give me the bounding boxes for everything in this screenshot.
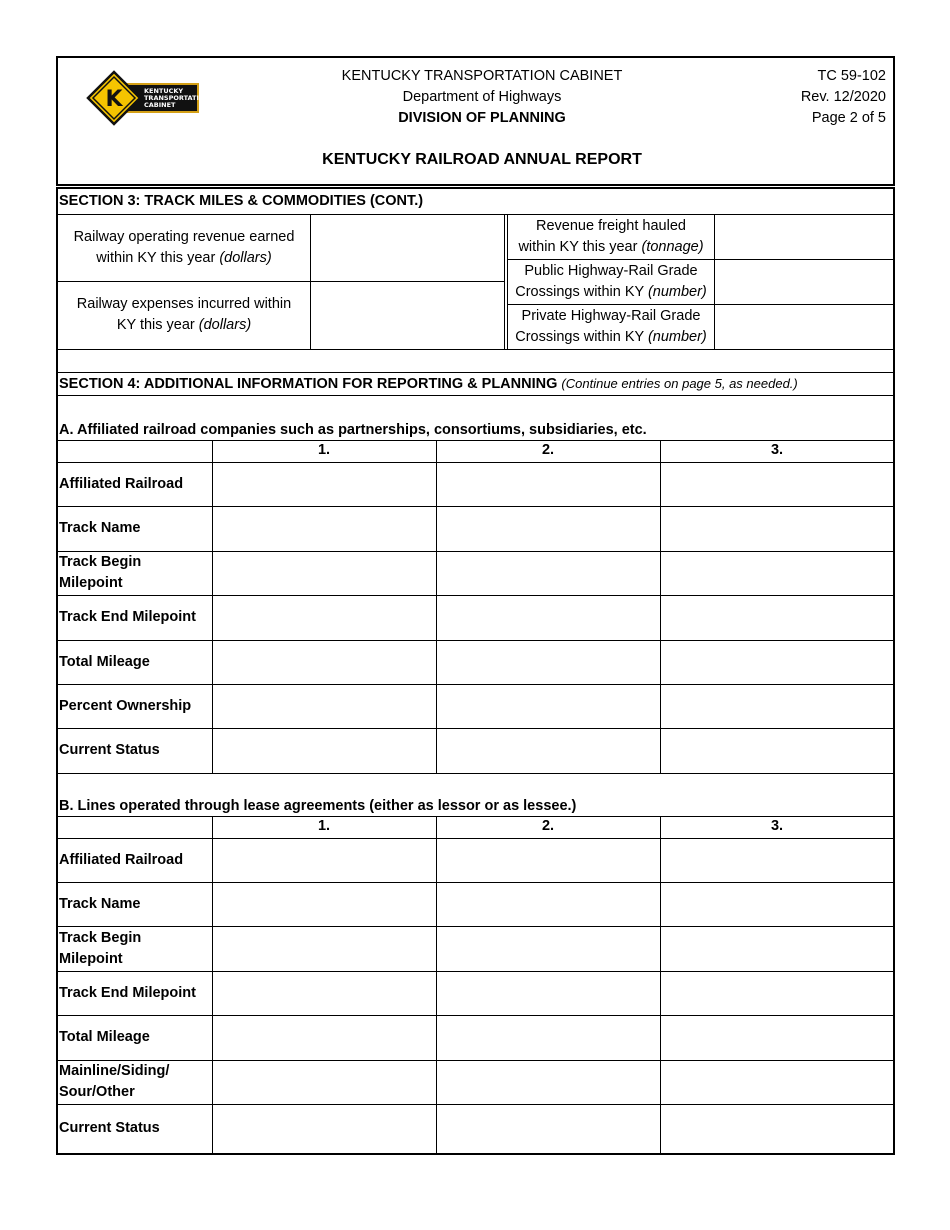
expenses-field[interactable] <box>311 282 503 349</box>
row-label-line: Affiliated Railroad <box>59 475 184 492</box>
row-label <box>59 518 209 539</box>
division-name: DIVISION OF PLANNING <box>398 110 566 126</box>
entry-cell[interactable] <box>661 641 893 683</box>
row-label <box>59 607 209 628</box>
revenue-label-line2: within KY this year (dollars) <box>96 250 272 266</box>
entry-cell[interactable] <box>661 1061 893 1103</box>
part-b-table <box>57 816 894 1153</box>
divider <box>57 395 894 396</box>
row-label <box>59 696 209 717</box>
kentucky-k-sign-icon <box>86 70 210 126</box>
column-header-2: 2. <box>541 818 555 834</box>
row-label-line: Track Begin <box>59 554 142 570</box>
private-crossings-label-line1: Private Highway-Rail Grade <box>521 308 701 324</box>
public-crossings-field[interactable] <box>715 260 893 304</box>
entry-cell[interactable] <box>661 1016 893 1059</box>
entry-cell[interactable] <box>437 883 659 925</box>
entry-cell[interactable] <box>437 641 659 683</box>
entry-cell[interactable] <box>213 641 435 683</box>
entry-cell[interactable] <box>213 883 435 925</box>
row-label-line: Track Name <box>59 895 141 912</box>
entry-cell[interactable] <box>437 552 659 594</box>
row-label-line: Milepoint <box>59 950 123 967</box>
part-b-title: B. Lines operated through lease agreements (either as lessor or as lessee.) <box>59 798 577 814</box>
revenue-label <box>58 227 310 269</box>
row-label-line: Affiliated Railroad <box>59 851 184 868</box>
entry-cell[interactable] <box>661 883 893 925</box>
divider <box>57 349 894 350</box>
entry-cell[interactable] <box>437 463 659 505</box>
entry-cell[interactable] <box>437 507 659 550</box>
row-label <box>59 1027 209 1048</box>
column-header-1: 1. <box>317 818 331 834</box>
entry-cell[interactable] <box>437 839 659 881</box>
public-crossings-label <box>508 261 714 303</box>
freight-label-line1: Revenue freight hauled <box>536 218 686 234</box>
row-label <box>59 474 209 495</box>
row-label <box>59 1061 209 1103</box>
private-crossings-label <box>508 306 714 348</box>
revenue-field[interactable] <box>311 215 503 281</box>
column-header-1: 1. <box>317 442 331 458</box>
row-label <box>59 894 209 915</box>
kytc-logo <box>86 70 210 126</box>
section4-heading: SECTION 4: ADDITIONAL INFORMATION FOR REPORTING & PLANNING (Continue entries on page 5, as needed.) <box>59 376 798 392</box>
row-label <box>59 928 209 970</box>
row-label <box>59 850 209 871</box>
entry-cell[interactable] <box>661 1105 893 1152</box>
entry-cell[interactable] <box>437 729 659 772</box>
row-label <box>59 740 209 761</box>
row-label-line: Percent Ownership <box>59 697 192 714</box>
entry-cell[interactable] <box>213 1105 435 1152</box>
agency-name: KENTUCKY TRANSPORTATION CABINET <box>341 68 623 84</box>
entry-cell[interactable] <box>437 927 659 970</box>
entry-cell[interactable] <box>213 972 435 1014</box>
column-header-3: 3. <box>770 818 784 834</box>
expenses-label-line1: Railway expenses incurred within <box>76 296 292 312</box>
entry-cell[interactable] <box>661 729 893 772</box>
entry-cell[interactable] <box>213 552 435 594</box>
row-label-line: Track Begin <box>59 929 142 946</box>
section3-heading: SECTION 3: TRACK MILES & COMMODITIES (CONT.) <box>59 193 424 209</box>
row-label-line: Track Name <box>59 520 141 536</box>
row-label <box>59 652 209 673</box>
form-revision: Rev. 12/2020 <box>800 89 886 105</box>
revenue-label-line1: Railway operating revenue earned <box>73 229 295 245</box>
row-label-line: Track End Milepoint <box>59 609 196 625</box>
section4-note: (Continue entries on page 5, as needed.) <box>561 376 798 391</box>
row-label-line: Current Status <box>59 742 160 758</box>
entry-cell[interactable] <box>661 596 893 639</box>
row-label <box>59 1118 209 1139</box>
row-label-line: Milepoint <box>59 575 123 591</box>
row-label-line: Track End Milepoint <box>59 984 196 1001</box>
row-label <box>59 983 209 1004</box>
freight-label-line2: within KY this year (tonnage) <box>518 239 704 255</box>
divider <box>57 773 894 774</box>
row-label <box>59 552 209 594</box>
entry-cell[interactable] <box>437 596 659 639</box>
row-label-line: Current Status <box>59 1120 160 1136</box>
entry-cell[interactable] <box>437 1105 659 1152</box>
entry-cell[interactable] <box>437 972 659 1014</box>
entry-cell[interactable] <box>213 507 435 550</box>
report-title: KENTUCKY RAILROAD ANNUAL REPORT <box>322 151 642 168</box>
entry-cell[interactable] <box>213 596 435 639</box>
svg-text:K: K <box>105 87 123 112</box>
department-name: Department of Highways <box>402 89 562 105</box>
column-header-2: 2. <box>541 442 555 458</box>
entry-cell[interactable] <box>661 839 893 881</box>
entry-cell[interactable] <box>661 552 893 594</box>
private-crossings-field[interactable] <box>715 305 893 349</box>
public-crossings-label-line2: Crossings within KY (number) <box>515 284 707 300</box>
entry-cell[interactable] <box>213 1016 435 1059</box>
entry-cell[interactable] <box>213 685 435 727</box>
entry-cell[interactable] <box>661 463 893 505</box>
row-label-line: Sour/Other <box>59 1084 135 1100</box>
logo-line-1: KENTUCKY <box>144 87 184 95</box>
public-crossings-label-line1: Public Highway-Rail Grade <box>524 263 698 279</box>
freight-field[interactable] <box>715 215 893 259</box>
page-number: Page 2 of 5 <box>811 110 886 126</box>
expenses-label-line2: KY this year (dollars) <box>116 317 252 333</box>
part-a-title: A. Affiliated railroad companies such as partnerships, consortiums, subsidiaries, etc. <box>59 422 647 438</box>
part-a-table <box>57 440 894 773</box>
entry-cell[interactable] <box>213 839 435 881</box>
entry-cell[interactable] <box>437 1016 659 1059</box>
expenses-label <box>58 294 310 336</box>
entry-cell[interactable] <box>437 1061 659 1103</box>
entry-cell[interactable] <box>213 927 435 970</box>
form-number: TC 59-102 <box>817 68 886 84</box>
entry-cell[interactable] <box>661 685 893 727</box>
entry-cell[interactable] <box>661 972 893 1014</box>
logo-line-2: TRANSPORTATION <box>144 94 210 102</box>
entry-cell[interactable] <box>661 927 893 970</box>
private-crossings-label-line2: Crossings within KY (number) <box>515 329 707 345</box>
freight-label <box>508 216 714 258</box>
entry-cell[interactable] <box>437 685 659 727</box>
row-label-line: Total Mileage <box>59 653 150 670</box>
row-label-line: Total Mileage <box>59 1029 150 1045</box>
entry-cell[interactable] <box>213 463 435 505</box>
entry-cell[interactable] <box>661 507 893 550</box>
logo-line-3: CABINET <box>144 101 176 109</box>
column-header-3: 3. <box>770 442 784 458</box>
entry-cell[interactable] <box>213 1061 435 1103</box>
row-label-line: Mainline/Siding/ <box>59 1063 170 1079</box>
entry-cell[interactable] <box>213 729 435 772</box>
